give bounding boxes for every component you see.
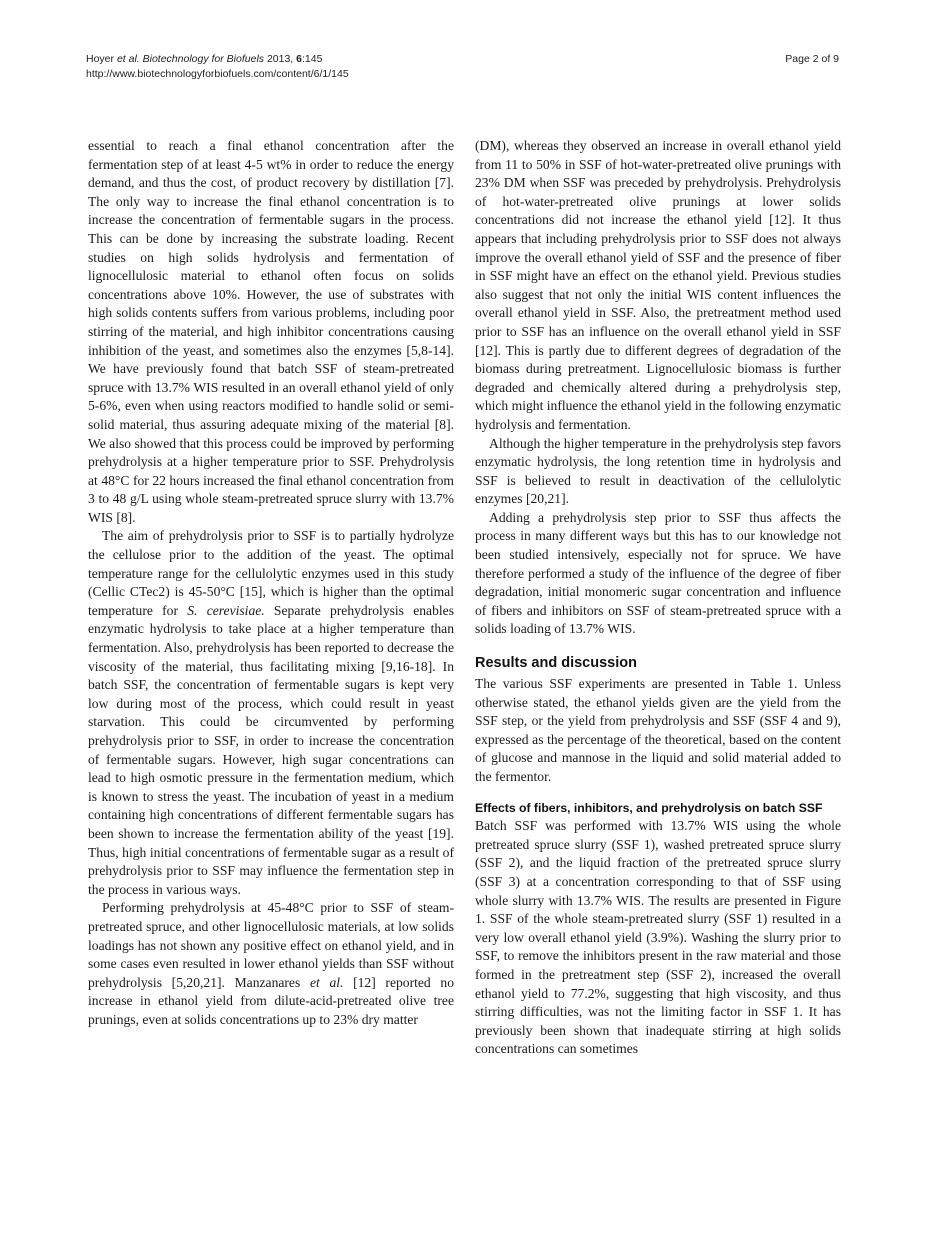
section-heading-results: Results and discussion (475, 655, 637, 672)
subsection-heading-effects: Effects of fibers, inhibitors, and prehydrolysis on batch SSF (475, 800, 823, 815)
right-column (475, 137, 841, 1059)
journal-name: Biotechnology for Biofuels (142, 53, 265, 65)
page-number: Page 2 of 9 (785, 53, 839, 65)
paragraph: The various SSF experiments are presented in Table 1. Unless otherwise stated, the ethanol yields given are the yield from the SSF step, or the yield from prehydrolysis and SSF (SSF 4 and 9), expressed as the percentage of the theoretical, based on the content of glucose and mannose in the liquid and solid material added to the fermentor. (475, 676, 841, 784)
paragraph: (DM), whereas they observed an increase in overall ethanol yield from 11 to 50% in SSF of hot-water-pretreated olive prunings with 23% DM when SSF was preceded by prehydrolysis. Prehydrolysis of hot-water-pretreated olive prunings at lower solids concentrations did not increase the ethanol yield [12]. It thus appears that including prehydrolysis prior to SSF does not always improve the overall ethanol yield of SSF and the presence of fiber in SSF might have an effect on the ethanol yield. Previous studies also suggest that not only the initial WIS content influences the overall ethanol yield in SSF. Also, the pretreatment method used prior to SSF has an influence on the overall ethanol yield in SSF [12]. This is partly due to different degrees of degradation of the biomass during pretreatment. Lignocellulosic biomass is further degraded and chemically altered during a prehydrolysis step, which might influence the ethanol yield in the following enzymatic hydrolysis and fermentation. (475, 138, 841, 432)
paragraph (88, 899, 454, 1029)
authors: Hoyer (86, 53, 115, 65)
year: 2013, (266, 53, 294, 65)
text-run: Performing prehydrolysis at 45-48°C prior to SSF of steam-pretreated spruce, and other lignocellulosic materials, at low solids loadings has not shown any positive effect on ethanol yield, and in some cases even resulted in lower ethanol yields than SSF without prehydrolysis [5,20,21]. Manzanares (88, 900, 454, 990)
article-number: :145 (302, 53, 323, 65)
text-run: [12] reported no increase in ethanol yield from dilute-acid-pretreated olive tree prunings, even at solids concentrations up to 23% dry matter (88, 974, 454, 1027)
text-run: Separate prehydrolysis enables enzymatic hydrolysis to take place at a higher temperature than fermentation. Also, prehydrolysis has been reported to decrease the viscosity of the material, thus facilitating mixing [9,16-18]. In batch SSF, the concentration of fermentable sugars is kept very low during most of the process, which could result in yeast starvation. This could be circumvented by performing prehydrolysis prior to SSF, in order to increase the concentration of fermentable sugars. However, high sugar concentrations can lead to high osmotic pressure in the fermentation medium, which is known to stress the yeast. The incubation of yeast in a medium containing high concentrations of different fermentable sugars has been shown to increase the fermentation ability of the yeast [19]. Thus, high initial concentrations of fermentable sugar as a result of prehydrolysis prior to SSF may influence the fermentation step in the process in various ways. (88, 602, 454, 897)
et-al: et al. (116, 53, 140, 65)
volume: 6 (296, 53, 302, 65)
text-run: The aim of prehydrolysis prior to SSF is to partially hydrolyze the cellulose prior to the addition of the yeast. The optimal temperature range for the cellulolytic enzymes used in this study (Cellic CTec2) is 45-50°C [15], which is higher than the optimal temperature for (88, 528, 454, 618)
paragraph: Adding a prehydrolysis step prior to SSF thus affects the process in many different ways but this has to our knowledge not been studied intensively, especially not for spruce. We have therefore performed a study of the influence of the degree of fiber degradation, initial monomeric sugar concentration and influence of fibers and inhibitors on SSF of steam-pretreated spruce with a solids loading of 13.7% WIS. (475, 509, 841, 637)
et-al: et al. (309, 974, 344, 990)
species-name: S. cerevisiae. (187, 602, 265, 618)
citation (86, 52, 322, 67)
paragraph: Batch SSF was performed with 13.7% WIS using the whole pretreated spruce slurry (SSF 1), washed pretreated spruce slurry (SSF 2), and the liquid fraction of the pretreated spruce slurry (SSF 3) at a concentration corresponding to that of SSF using whole slurry with 13.7% WIS. The results are presented in Figure 1. SSF of the whole steam-pretreated slurry (SSF 1) resulted in a very low overall ethanol yield (3.9%). Washing the slurry prior to SSF, to remove the inhibitors present in the raw material and those formed in the pretreatment step (SSF 2), increased the overall ethanol yield to 77.2%, suggesting that high viscosity, and thus stirring difficulties, was not the limiting factor in SSF 1. It has previously been shown that inadequate stirring at high solids concentrations can sometimes (475, 818, 841, 1057)
paragraph (88, 527, 454, 899)
left-column (88, 137, 454, 1030)
paragraph: Although the higher temperature in the prehydrolysis step favors enzymatic hydrolysis, the long retention time in hydrolysis and SSF is believed to result in deactivation of the cellulolytic enzymes [20,21]. (475, 435, 841, 507)
article-url[interactable]: http://www.biotechnologyforbiofuels.com/content/6/1/145 (86, 68, 349, 80)
paragraph: essential to reach a final ethanol concentration after the fermentation step of at least 4-5 wt% in order to reduce the energy demand, and thus the cost, of product recovery by distillation [7]. The only way to increase the final ethanol concentration is to increase the concentration of fermentable sugars in the process. This can be done by increasing the substrate loading. Recent studies on high solids hydrolysis and fermentation of lignocellulosic material to ethanol often focus on solids concentrations above 10%. However, the use of substrates with high solids contents suffers from various problems, including poor stirring of the material, and high inhibitor concentrations causing inhibition of the yeast, and sometimes also the enzymes [5,8-14]. We have previously found that batch SSF of steam-pretreated spruce with 13.7% WIS resulted in an overall ethanol yield of only 5-6%, even when using reactors modified to handle solid or semi-solid material, thus assuring adequate mixing of the material [8]. We also showed that this process could be improved by performing prehydrolysis at a higher temperature prior to SSF. Prehydrolysis at 48°C for 22 hours increased the final ethanol concentration from 3 to 48 g/L using whole steam-pretreated spruce slurry with 13.7% WIS [8]. (88, 138, 454, 525)
